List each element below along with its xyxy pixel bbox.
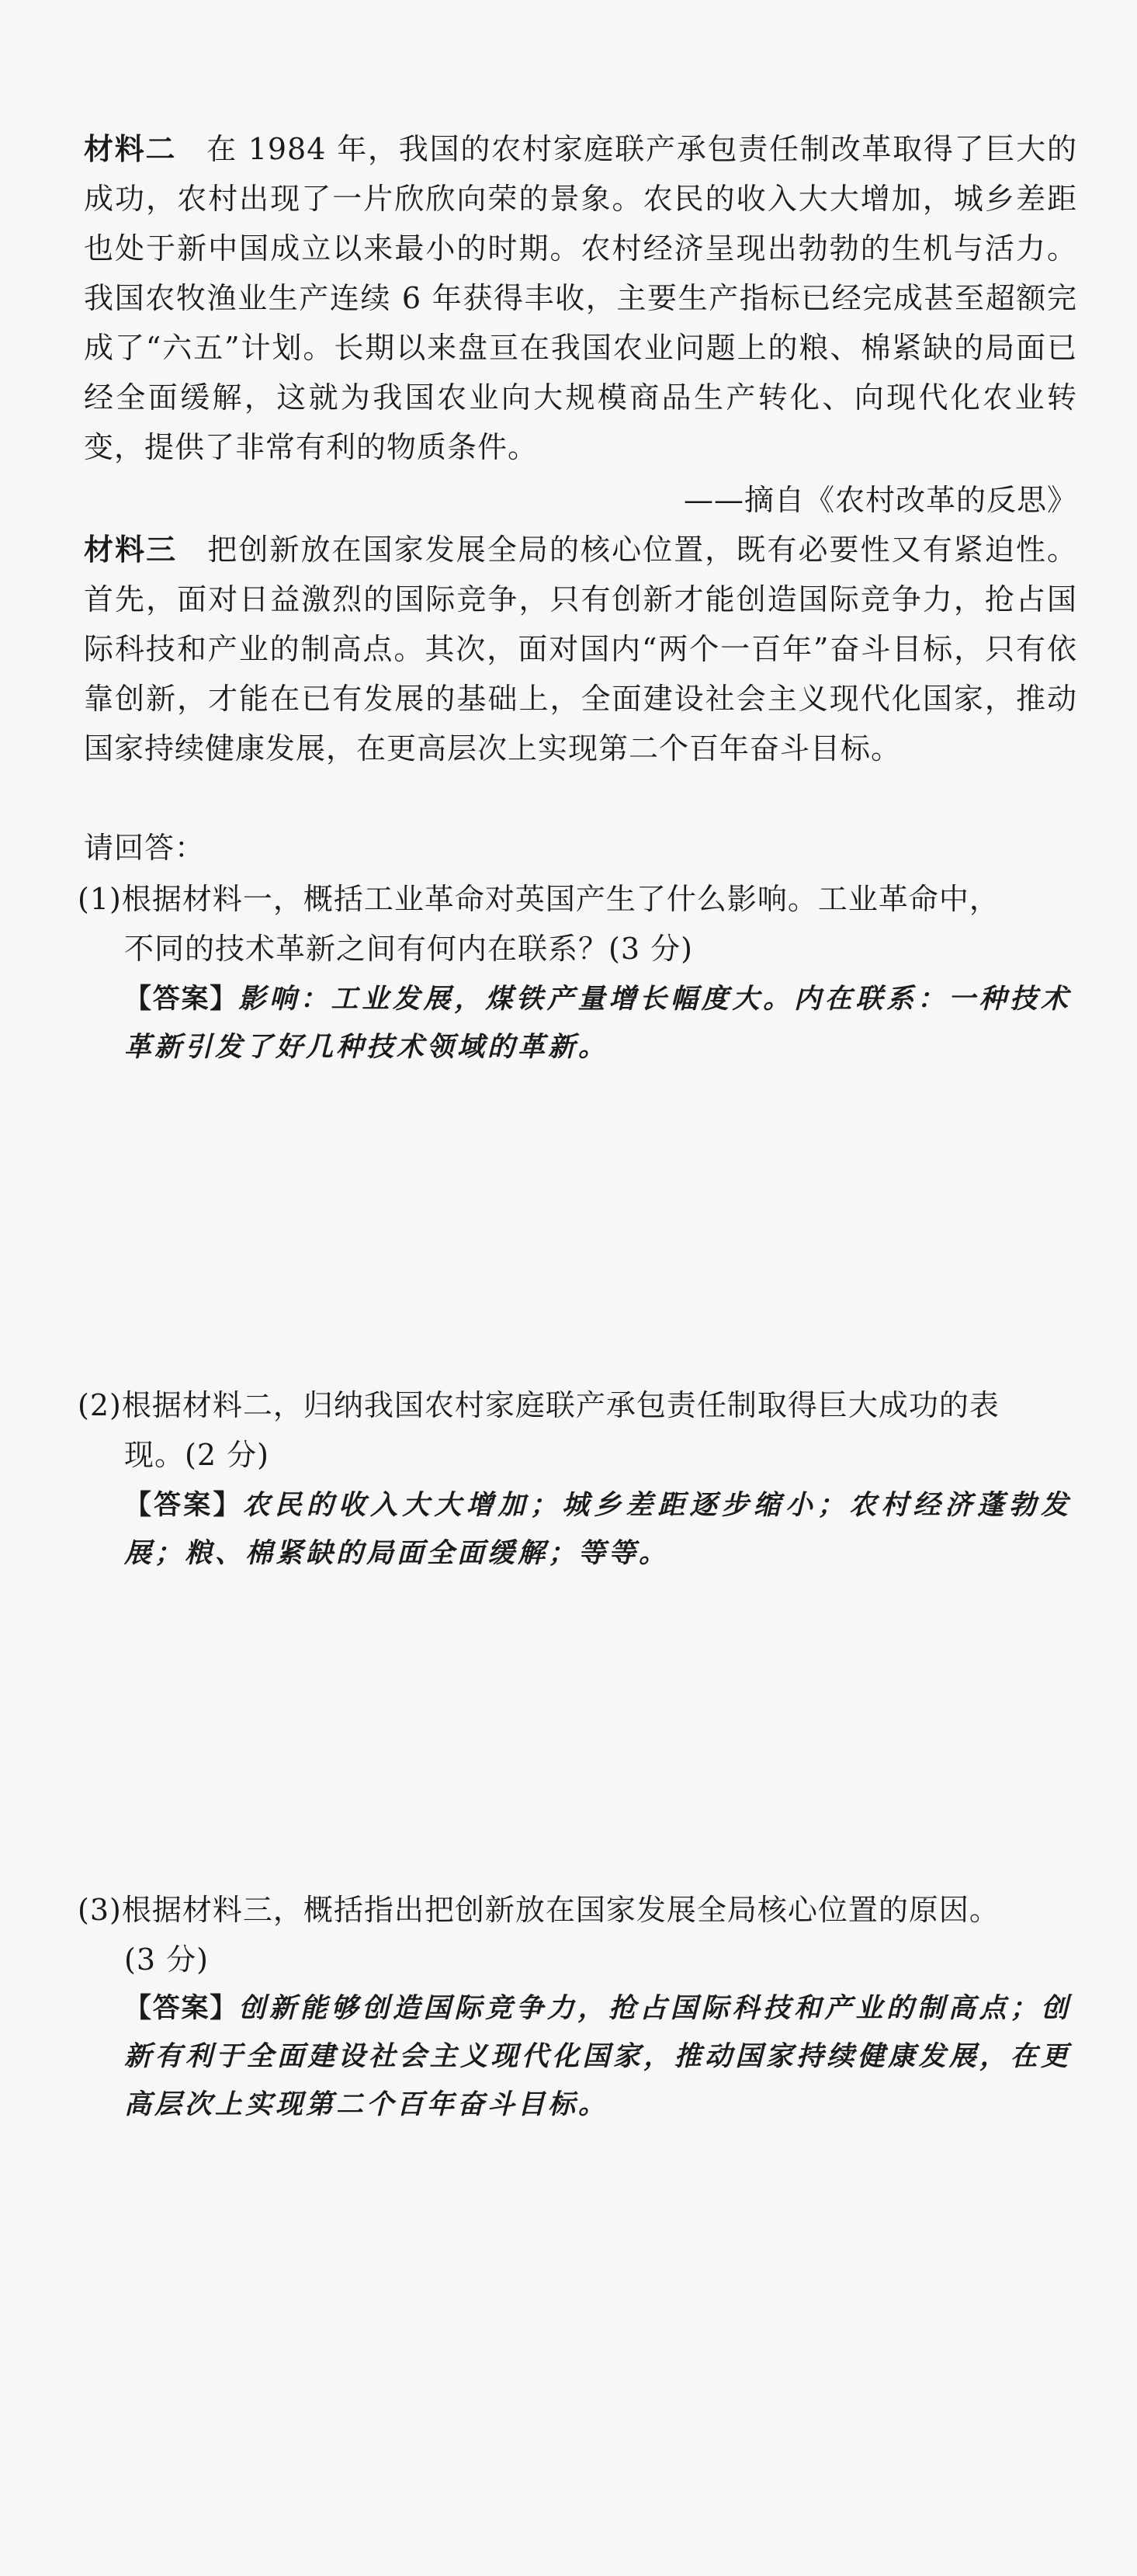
material-two-text: 在 1984 年，我国的农村家庭联产承包责任制改革取得了巨大的成功，农村出现了一片欣欣向荣的景象。农民的收入大大增加，城乡差距也处于新中国成立以来最小的时期。农村经济呈现出勃勃的生机与活力。我国农牧渔业生产连续 6 年获得丰收，主要生产指标已经完成甚至超额完成了“六五”计划。长期以来盘亘在我国农业问题上的粮、棉紧缺的局面已经全面缓解，这就为我国农业向大规模商品生产转化、向现代化农业转变，提供了非常有利的物质条件。 bbox=[84, 132, 1077, 464]
answer-1 bbox=[124, 975, 1071, 1071]
material-two-paragraph bbox=[84, 124, 1077, 472]
question-1-line1: 根据材料一，概括工业革命对英国产生了什么影响。工业革命中， bbox=[121, 882, 1000, 916]
question-3-number: (3) bbox=[78, 1893, 122, 1927]
material-two-source: ——摘自《农村改革的反思》 bbox=[683, 483, 1077, 517]
question-1-line2: 不同的技术革新之间有何内在联系？(3 分) bbox=[124, 932, 693, 966]
answer-2 bbox=[124, 1481, 1071, 1578]
question-3-line2: (3 分) bbox=[124, 1942, 209, 1977]
material-two-label: 材料二 bbox=[84, 131, 177, 166]
answer-3-text: 创新能够创造国际竞争力，抢占国际科技和产业的制高点；创新有利于全面建设社会主义现代化国家，推动国家持续健康发展，在更高层次上实现第二个百年奋斗目标。 bbox=[124, 1992, 1071, 2120]
answer-2-text: 农民的收入大大增加；城乡差距逐步缩小；农村经济蓬勃发展；粮、棉紧缺的局面全面缓解；等等。 bbox=[124, 1489, 1071, 1569]
material-three-label: 材料三 bbox=[84, 532, 178, 567]
question-2-line2: 现。(2 分) bbox=[124, 1438, 269, 1472]
question-3 bbox=[78, 1885, 1079, 1984]
material-three-text: 把创新放在国家发展全局的核心位置，既有必要性又有紧迫性。首先，面对日益激烈的国际竞争，只有创新才能创造国际竞争力，抢占国际科技和产业的制高点。其次，面对国内“两个一百年”奋斗目标，只有依靠创新，才能在已有发展的基础上，全面建设社会主义现代化国家，推动国家持续健康发展，在更高层次上实现第二个百年奋斗目标。 bbox=[84, 533, 1077, 766]
answer-3 bbox=[124, 1984, 1071, 2129]
answer-2-tag: 【答案】 bbox=[124, 1489, 243, 1521]
question-3-line1: 根据材料三，概括指出把创新放在国家发展全局核心位置的原因。 bbox=[121, 1893, 1000, 1927]
question-2-number: (2) bbox=[78, 1388, 122, 1422]
answer-1-tag: 【答案】 bbox=[124, 983, 239, 1015]
answer-3-tag: 【答案】 bbox=[124, 1992, 239, 2024]
answer-prompt: 请回答： bbox=[84, 831, 206, 865]
material-three-paragraph bbox=[84, 525, 1077, 773]
question-1-number: (1) bbox=[78, 882, 122, 916]
answer-1-text: 影响：工业发展，煤铁产量增长幅度大。内在联系：一种技术革新引发了好几种技术领域的革新。 bbox=[124, 983, 1071, 1063]
question-2-line1: 根据材料二，归纳我国农村家庭联产承包责任制取得巨大成功的表 bbox=[121, 1388, 1000, 1422]
question-1 bbox=[78, 874, 1079, 974]
question-2 bbox=[78, 1380, 1079, 1480]
